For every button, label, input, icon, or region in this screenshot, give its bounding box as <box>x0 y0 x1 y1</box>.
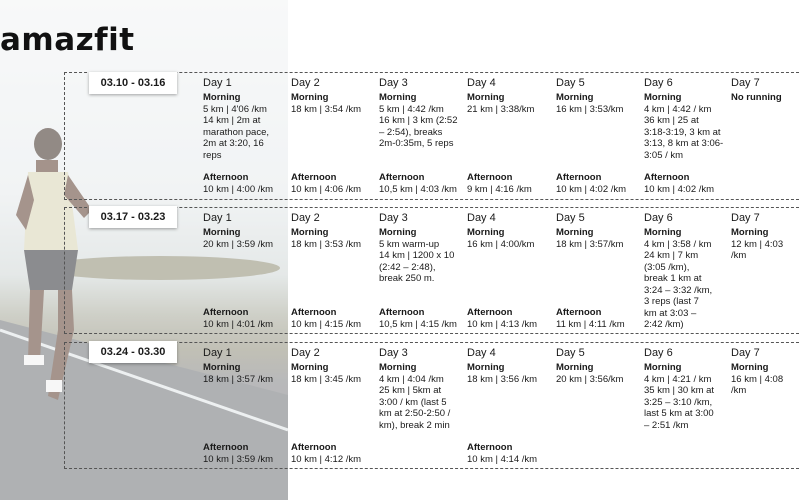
session-detail: 5 km | 4:42 /km 16 km | 3 km (2:52 – 2:54), breaks 2m-0:35m, 5 reps <box>379 103 458 149</box>
session-detail: 10 km | 4:14 /km <box>467 453 538 465</box>
session-detail: 10 km | 4:00 /km <box>203 183 274 195</box>
day-title: Day 2 <box>291 212 320 224</box>
session-detail: 10 km | 4:15 /km <box>291 318 362 330</box>
morning-session <box>467 362 537 385</box>
session-label: Afternoon <box>203 172 249 183</box>
afternoon-session <box>291 307 361 330</box>
afternoon-session <box>291 442 361 465</box>
day-title: Day 1 <box>203 347 232 359</box>
session-detail: 10 km | 4:13 /km <box>467 318 538 330</box>
session-label: Afternoon <box>467 442 513 453</box>
session-detail: 9 km | 4:16 /km <box>467 183 532 195</box>
week-label: 03.17 - 03.23 <box>89 206 177 228</box>
session-detail: 10 km | 4:02 /km <box>644 183 715 195</box>
day-title: Day 1 <box>203 77 232 89</box>
session-label: No running <box>731 92 782 103</box>
afternoon-session <box>203 442 273 465</box>
session-detail: 21 km | 3:38/km <box>467 103 535 115</box>
session-label: Afternoon <box>291 172 337 183</box>
session-label: Afternoon <box>467 172 513 183</box>
session-label: Morning <box>556 227 594 238</box>
session-detail: 20 km | 3:59 /km <box>203 238 274 250</box>
afternoon-session <box>644 172 714 195</box>
day-title: Day 6 <box>644 212 673 224</box>
session-detail: 10 km | 4:01 /km <box>203 318 274 330</box>
day-title: Day 4 <box>467 212 496 224</box>
day-title: Day 5 <box>556 77 585 89</box>
session-detail: 16 km | 4:00/km <box>467 238 535 250</box>
morning-session <box>291 362 361 385</box>
afternoon-session <box>467 442 537 465</box>
session-label: Morning <box>291 362 329 373</box>
morning-session <box>467 92 534 115</box>
session-label: Afternoon <box>556 307 602 318</box>
session-label: Morning <box>203 362 241 373</box>
morning-session <box>644 362 714 431</box>
morning-session <box>203 362 273 385</box>
session-label: Afternoon <box>644 172 690 183</box>
session-detail: 11 km | 4:11 /km <box>556 318 625 330</box>
session-detail: 18 km | 3:45 /km <box>291 373 362 385</box>
afternoon-session <box>291 172 361 195</box>
day-title: Day 1 <box>203 212 232 224</box>
session-detail: 10 km | 4:06 /km <box>291 183 362 195</box>
session-label: Morning <box>467 227 505 238</box>
session-detail: 20 km | 3:56/km <box>556 373 624 385</box>
day-title: Day 3 <box>379 77 408 89</box>
session-label: Afternoon <box>291 442 337 453</box>
session-label: Morning <box>467 92 505 103</box>
session-label: Morning <box>644 92 682 103</box>
morning-session <box>291 92 361 115</box>
session-detail: 18 km | 3:56 /km <box>467 373 538 385</box>
session-detail: 10 km | 3:59 /km <box>203 453 274 465</box>
session-label: Afternoon <box>291 307 337 318</box>
morning-session <box>291 227 361 250</box>
session-label: Morning <box>556 92 594 103</box>
day-title: Day 3 <box>379 347 408 359</box>
session-detail: 18 km | 3:57/km <box>556 238 624 250</box>
morning-session <box>731 227 800 262</box>
afternoon-session <box>467 307 537 330</box>
morning-session <box>644 227 712 331</box>
session-label: Afternoon <box>203 307 249 318</box>
session-detail: 16 km | 4:08 /km <box>731 373 784 396</box>
session-detail: 4 km | 4:21 / km 35 km | 30 km at 3:25 – 3:10 /km, last 5 km at 3:00 – 2:51 /km <box>644 373 715 431</box>
session-detail: 10,5 km | 4:15 /km <box>379 318 457 330</box>
session-label: Morning <box>291 227 329 238</box>
day-title: Day 7 <box>731 212 760 224</box>
session-label: Afternoon <box>379 172 425 183</box>
session-label: Morning <box>731 362 769 373</box>
session-label: Morning <box>291 92 329 103</box>
morning-session <box>379 362 450 431</box>
afternoon-session <box>556 172 626 195</box>
day-title: Day 2 <box>291 347 320 359</box>
session-label: Morning <box>644 362 682 373</box>
session-label: Morning <box>556 362 594 373</box>
morning-session <box>379 92 458 150</box>
session-label: Morning <box>203 92 241 103</box>
session-detail: 4 km | 4:04 /km 25 km | 5km at 3:00 / km (last 5 km at 2:50-2:50 / km), break 2 min <box>379 373 451 431</box>
session-detail: 10 km | 4:12 /km <box>291 453 362 465</box>
session-detail: 18 km | 3:54 /km <box>291 103 362 115</box>
session-label: Morning <box>379 92 417 103</box>
day-title: Day 7 <box>731 77 760 89</box>
day-title: Day 4 <box>467 347 496 359</box>
morning-session <box>731 362 800 397</box>
week-label: 03.24 - 03.30 <box>89 341 177 363</box>
session-label: Afternoon <box>467 307 513 318</box>
session-label: Morning <box>203 227 241 238</box>
amazfit-logo: amazfit <box>0 22 135 58</box>
day-title: Day 6 <box>644 347 673 359</box>
session-label: Morning <box>379 362 417 373</box>
morning-session <box>203 92 269 161</box>
session-detail: 4 km | 3:58 / km 24 km | 7 km (3:05 /km), break 1 km at 3:24 – 3:32 /km, 3 reps (last 7 km at 3:03 – 2:42 /km) <box>644 238 713 330</box>
afternoon-session <box>467 172 532 195</box>
afternoon-session <box>203 307 273 330</box>
session-label: Morning <box>644 227 682 238</box>
session-label: Afternoon <box>556 172 602 183</box>
morning-session <box>644 92 723 161</box>
session-label: Morning <box>379 227 417 238</box>
day-title: Day 7 <box>731 347 760 359</box>
morning-session <box>556 362 623 385</box>
afternoon-session <box>379 307 457 330</box>
session-label: Afternoon <box>379 307 425 318</box>
day-title: Day 2 <box>291 77 320 89</box>
day-title: Day 3 <box>379 212 408 224</box>
day-title: Day 6 <box>644 77 673 89</box>
session-detail: 10 km | 4:02 /km <box>556 183 627 195</box>
morning-session <box>731 92 782 104</box>
session-detail: 12 km | 4:03 /km <box>731 238 784 261</box>
afternoon-session <box>379 172 457 195</box>
morning-session <box>379 227 454 285</box>
week-label: 03.10 - 03.16 <box>89 72 177 94</box>
session-detail: 18 km | 3:57 /km <box>203 373 274 385</box>
session-detail: 16 km | 3:53/km <box>556 103 624 115</box>
session-detail: 5 km warm-up 14 km | 1200 x 10 (2:42 – 2:48), break 250 m. <box>379 238 455 284</box>
morning-session <box>203 227 273 250</box>
day-title: Day 5 <box>556 347 585 359</box>
day-title: Day 5 <box>556 212 585 224</box>
session-label: Morning <box>731 227 769 238</box>
session-detail: 18 km | 3:53 /km <box>291 238 362 250</box>
morning-session <box>556 92 623 115</box>
session-detail: 4 km | 4:42 / km 36 km | 25 at 3:18-3:19, 3 km at 3:13, 8 km at 3:06- 3:05 / km <box>644 103 724 161</box>
afternoon-session <box>203 172 273 195</box>
morning-session <box>467 227 534 250</box>
morning-session <box>556 227 623 250</box>
session-label: Afternoon <box>203 442 249 453</box>
session-detail: 5 km | 4'06 /km 14 km | 2m at marathon pace, 2m at 3:20, 16 reps <box>203 103 270 161</box>
day-title: Day 4 <box>467 77 496 89</box>
session-label: Morning <box>467 362 505 373</box>
session-detail: 10,5 km | 4:03 /km <box>379 183 457 195</box>
afternoon-session <box>556 307 625 330</box>
